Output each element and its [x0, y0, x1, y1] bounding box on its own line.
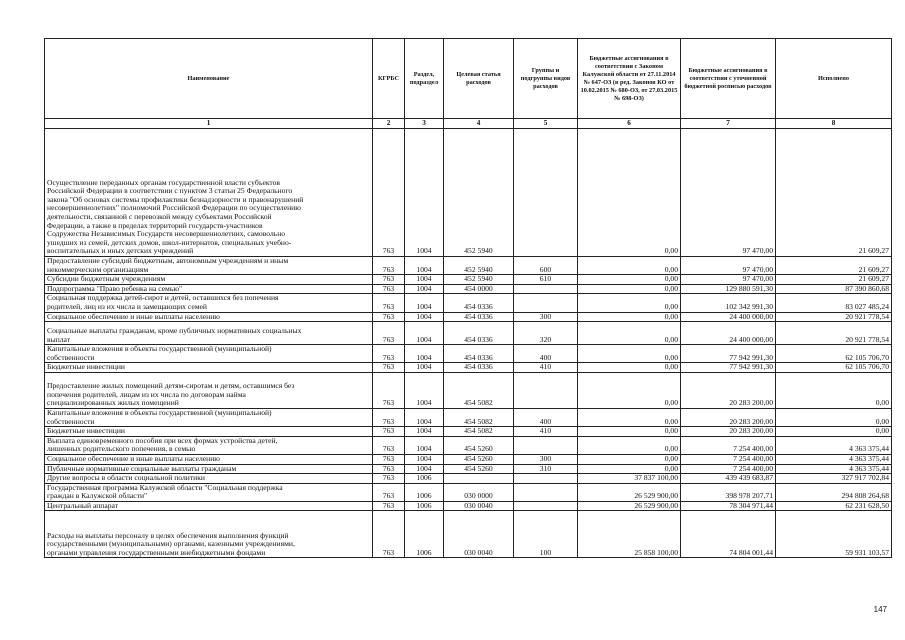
table-row: [45, 129, 892, 257]
cell-kgrbs: 763: [373, 284, 405, 294]
cell-name: Капитальные вложения в объекты государственной (муниципальной) собственности: [45, 345, 373, 363]
cell-vr: [514, 483, 578, 501]
cell-csr: 454 5082: [444, 427, 514, 437]
cell-kgrbs: 763: [373, 312, 405, 322]
cell-ispolneno: 62 231 628,50: [776, 501, 892, 511]
cell-rospis: 20 283 200,00: [681, 408, 776, 426]
cell-csr: 454 0336: [444, 294, 514, 312]
cell-rospis: 7 254 400,00: [681, 436, 776, 454]
cell-rospis: 77 942 991,30: [681, 363, 776, 373]
cell-vr: [514, 372, 578, 408]
cell-ispolneno: 327 917 702,84: [776, 474, 892, 484]
cell-razdel: 1004: [405, 294, 444, 312]
cell-law: 0,00: [578, 372, 681, 408]
cell-name: Социальное обеспечение и иные выплаты населению: [45, 312, 373, 322]
cell-name: Государственная программа Калужской области "Социальная поддержка граждан в Калужской области": [45, 483, 373, 501]
cell-razdel: 1006: [405, 474, 444, 484]
cell-csr: 030 0040: [444, 501, 514, 511]
cell-razdel: 1004: [405, 322, 444, 345]
cell-vr: 300: [514, 312, 578, 322]
cell-rospis: 24 400 000,00: [681, 322, 776, 345]
cell-law: 0,00: [578, 363, 681, 373]
cell-name: Осуществление переданных органам государственной власти субъектов Российской Федерации в соответствии с пунктом 3 статьи 25 Федерального закона "Об основах системы профилактики безнадзорности и правонарушений несовершеннолетних" полномочий Российской Федерации по осуществлению деятельности, связанной с перевозкой между субъектами Российской Федерации, а также в пределах территорий государств-участников Содружества Независимых Государств несовершеннолетних, самовольно ушедших из семей, детских домов, школ-интернатов, специальных учебно- воспитательных и иных детских учреждений: [45, 129, 373, 257]
cell-name: Социальная поддержка детей-сирот и детей, оставшихся без попечения родителей, лиц из их числа и замещающих семей: [45, 294, 373, 312]
cell-rospis: 74 804 001,44: [681, 511, 776, 558]
cell-rospis: 20 283 200,00: [681, 372, 776, 408]
cell-ispolneno: 21 609,27: [776, 257, 892, 275]
cell-name: Расходы на выплаты персоналу в целях обеспечения выполнения функций государственными (муниципальными) органами, казенными учреждениями, органами управления государственными внебюджетными фондами: [45, 511, 373, 558]
table-row: [45, 474, 892, 484]
cell-name: Подпрограмма "Право ребенка на семью": [45, 284, 373, 294]
cell-csr: [444, 474, 514, 484]
column-number: 5: [514, 119, 578, 129]
cell-rospis: 7 254 400,00: [681, 464, 776, 474]
cell-vr: [514, 474, 578, 484]
cell-ispolneno: 4 363 375,44: [776, 454, 892, 464]
cell-law: 0,00: [578, 312, 681, 322]
cell-name: Центральный аппарат: [45, 501, 373, 511]
cell-csr: 030 0000: [444, 483, 514, 501]
cell-rospis: 97 470,00: [681, 129, 776, 257]
table-row: [45, 275, 892, 285]
table-row: [45, 372, 892, 408]
cell-law: 0,00: [578, 284, 681, 294]
cell-ispolneno: 87 390 860,68: [776, 284, 892, 294]
cell-vr: [514, 501, 578, 511]
cell-ispolneno: 0,00: [776, 427, 892, 437]
cell-kgrbs: 763: [373, 345, 405, 363]
cell-csr: 454 5260: [444, 436, 514, 454]
header-ispolneno: Исполнено: [776, 39, 892, 119]
cell-csr: 454 5082: [444, 408, 514, 426]
cell-kgrbs: 763: [373, 464, 405, 474]
cell-csr: 454 0336: [444, 345, 514, 363]
cell-law: 25 858 100,00: [578, 511, 681, 558]
cell-rospis: 7 254 400,00: [681, 454, 776, 464]
cell-ispolneno: 62 105 706,70: [776, 345, 892, 363]
cell-rospis: 97 470,00: [681, 275, 776, 285]
cell-ispolneno: 59 931 103,57: [776, 511, 892, 558]
cell-ispolneno: 0,00: [776, 372, 892, 408]
table-row: [45, 464, 892, 474]
column-number: 2: [373, 119, 405, 129]
cell-kgrbs: 763: [373, 363, 405, 373]
cell-kgrbs: 763: [373, 501, 405, 511]
cell-name: Субсидии бюджетным учреждениям: [45, 275, 373, 285]
cell-vr: 400: [514, 345, 578, 363]
column-number: 7: [681, 119, 776, 129]
table-row: [45, 408, 892, 426]
cell-law: 0,00: [578, 322, 681, 345]
cell-ispolneno: 0,00: [776, 408, 892, 426]
cell-law: 0,00: [578, 345, 681, 363]
cell-razdel: 1004: [405, 464, 444, 474]
cell-razdel: 1004: [405, 284, 444, 294]
table-row: [45, 511, 892, 558]
header-row: [45, 39, 892, 119]
cell-vr: [514, 284, 578, 294]
cell-razdel: 1004: [405, 129, 444, 257]
cell-law: 0,00: [578, 436, 681, 454]
cell-law: 0,00: [578, 129, 681, 257]
cell-kgrbs: 763: [373, 294, 405, 312]
cell-law: 0,00: [578, 427, 681, 437]
table-row: [45, 454, 892, 464]
cell-kgrbs: 763: [373, 257, 405, 275]
cell-vr: 310: [514, 464, 578, 474]
cell-razdel: 1004: [405, 427, 444, 437]
table-row: [45, 501, 892, 511]
cell-ispolneno: 4 363 375,44: [776, 464, 892, 474]
table-row: [45, 363, 892, 373]
table-row: [45, 483, 892, 501]
cell-name: Капитальные вложения в объекты государственной (муниципальной) собственности: [45, 408, 373, 426]
cell-ispolneno: 294 808 264,68: [776, 483, 892, 501]
header-csr: Целевая статья расходов: [444, 39, 514, 119]
cell-razdel: 1004: [405, 312, 444, 322]
cell-vr: 610: [514, 275, 578, 285]
cell-csr: 454 5082: [444, 372, 514, 408]
cell-kgrbs: 763: [373, 483, 405, 501]
cell-csr: 454 5260: [444, 454, 514, 464]
cell-csr: 454 0000: [444, 284, 514, 294]
cell-vr: [514, 129, 578, 257]
cell-name: Предоставление жилых помещений детям-сиротам и детям, оставшимся без попечения родителей, лицам из их числа по договорам найма специализированных жилых помещений: [45, 372, 373, 408]
header-name: Наименование: [45, 39, 373, 119]
page-number: 147: [873, 605, 887, 614]
cell-law: 26 529 900,00: [578, 501, 681, 511]
cell-csr: 452 5940: [444, 275, 514, 285]
cell-ispolneno: 20 921 778,54: [776, 312, 892, 322]
header-law: Бюджетные ассигнования в соответствии с Законом Калужской области от 27.11.2014 № 647-ОЗ (в ред. Законов КО от 10.02.2015 № 680-ОЗ, от 27.03.2015 № 698-ОЗ): [578, 39, 681, 119]
budget-table: [44, 38, 892, 558]
header-vr: Группы и подгруппы видов расходов: [514, 39, 578, 119]
column-number: 4: [444, 119, 514, 129]
cell-name: Социальное обеспечение и иные выплаты населению: [45, 454, 373, 464]
cell-rospis: 102 342 991,30: [681, 294, 776, 312]
cell-name: Социальные выплаты гражданам, кроме публичных нормативных социальных выплат: [45, 322, 373, 345]
table-body: [45, 129, 892, 558]
cell-kgrbs: 763: [373, 322, 405, 345]
cell-vr: 300: [514, 454, 578, 464]
cell-kgrbs: 763: [373, 454, 405, 464]
cell-rospis: 24 400 000,00: [681, 312, 776, 322]
cell-vr: [514, 436, 578, 454]
cell-csr: 454 0336: [444, 363, 514, 373]
table-row: [45, 436, 892, 454]
cell-law: 0,00: [578, 464, 681, 474]
column-number: 6: [578, 119, 681, 129]
cell-razdel: 1004: [405, 345, 444, 363]
cell-csr: 454 5260: [444, 464, 514, 474]
cell-rospis: 398 978 207,71: [681, 483, 776, 501]
cell-razdel: 1006: [405, 483, 444, 501]
cell-kgrbs: 763: [373, 511, 405, 558]
cell-csr: 452 5940: [444, 129, 514, 257]
cell-razdel: 1006: [405, 501, 444, 511]
cell-vr: 600: [514, 257, 578, 275]
cell-ispolneno: 4 363 375,44: [776, 436, 892, 454]
cell-razdel: 1004: [405, 257, 444, 275]
header-razdel: Раздел, подраздел: [405, 39, 444, 119]
cell-rospis: 78 304 971,44: [681, 501, 776, 511]
cell-name: Выплата единовременного пособия при всех формах устройства детей, лишенных родительского попечения, в семью: [45, 436, 373, 454]
cell-razdel: 1004: [405, 275, 444, 285]
table-row: [45, 294, 892, 312]
cell-kgrbs: 763: [373, 408, 405, 426]
cell-ispolneno: 21 609,27: [776, 129, 892, 257]
cell-kgrbs: 763: [373, 436, 405, 454]
cell-name: Публичные нормативные социальные выплаты гражданам: [45, 464, 373, 474]
cell-rospis: 20 283 200,00: [681, 427, 776, 437]
cell-vr: 410: [514, 363, 578, 373]
table-row: [45, 322, 892, 345]
cell-kgrbs: 763: [373, 474, 405, 484]
cell-vr: 320: [514, 322, 578, 345]
cell-ispolneno: 21 609,27: [776, 275, 892, 285]
cell-law: 0,00: [578, 257, 681, 275]
cell-csr: 030 0040: [444, 511, 514, 558]
cell-razdel: 1004: [405, 436, 444, 454]
table-row: [45, 312, 892, 322]
cell-vr: 100: [514, 511, 578, 558]
column-number: 3: [405, 119, 444, 129]
cell-law: 26 529 900,00: [578, 483, 681, 501]
cell-kgrbs: 763: [373, 427, 405, 437]
cell-kgrbs: 763: [373, 129, 405, 257]
cell-razdel: 1004: [405, 363, 444, 373]
cell-razdel: 1006: [405, 511, 444, 558]
cell-law: 37 837 100,00: [578, 474, 681, 484]
cell-name: Другие вопросы в области социальной политики: [45, 474, 373, 484]
cell-csr: 452 5940: [444, 257, 514, 275]
cell-ispolneno: 20 921 778,54: [776, 322, 892, 345]
cell-vr: 400: [514, 408, 578, 426]
cell-rospis: 97 470,00: [681, 257, 776, 275]
cell-kgrbs: 763: [373, 372, 405, 408]
cell-csr: 454 0336: [444, 312, 514, 322]
cell-vr: 410: [514, 427, 578, 437]
cell-name: Бюджетные инвестиции: [45, 427, 373, 437]
cell-law: 0,00: [578, 275, 681, 285]
cell-rospis: 129 880 591,30: [681, 284, 776, 294]
cell-razdel: 1004: [405, 408, 444, 426]
header-rospis: Бюджетные ассигнования в соответствии с уточненной бюджетной росписью расходов: [681, 39, 776, 119]
table-row: [45, 345, 892, 363]
column-numbers-row: [45, 119, 892, 129]
cell-ispolneno: 62 105 706,70: [776, 363, 892, 373]
table-row: [45, 284, 892, 294]
table-row: [45, 427, 892, 437]
cell-rospis: 77 942 991,30: [681, 345, 776, 363]
column-number: 8: [776, 119, 892, 129]
cell-rospis: 439 439 683,87: [681, 474, 776, 484]
cell-law: 0,00: [578, 408, 681, 426]
cell-name: Бюджетные инвестиции: [45, 363, 373, 373]
table-row: [45, 257, 892, 275]
cell-ispolneno: 83 027 485,24: [776, 294, 892, 312]
cell-vr: [514, 294, 578, 312]
header-kgrbs: КГРБС: [373, 39, 405, 119]
cell-law: 0,00: [578, 454, 681, 464]
cell-law: 0,00: [578, 294, 681, 312]
cell-kgrbs: 763: [373, 275, 405, 285]
cell-razdel: 1004: [405, 372, 444, 408]
column-number: 1: [45, 119, 373, 129]
cell-name: Предоставление субсидий бюджетным, автономным учреждениям и иным некоммерческим организациям: [45, 257, 373, 275]
cell-csr: 454 0336: [444, 322, 514, 345]
cell-razdel: 1004: [405, 454, 444, 464]
